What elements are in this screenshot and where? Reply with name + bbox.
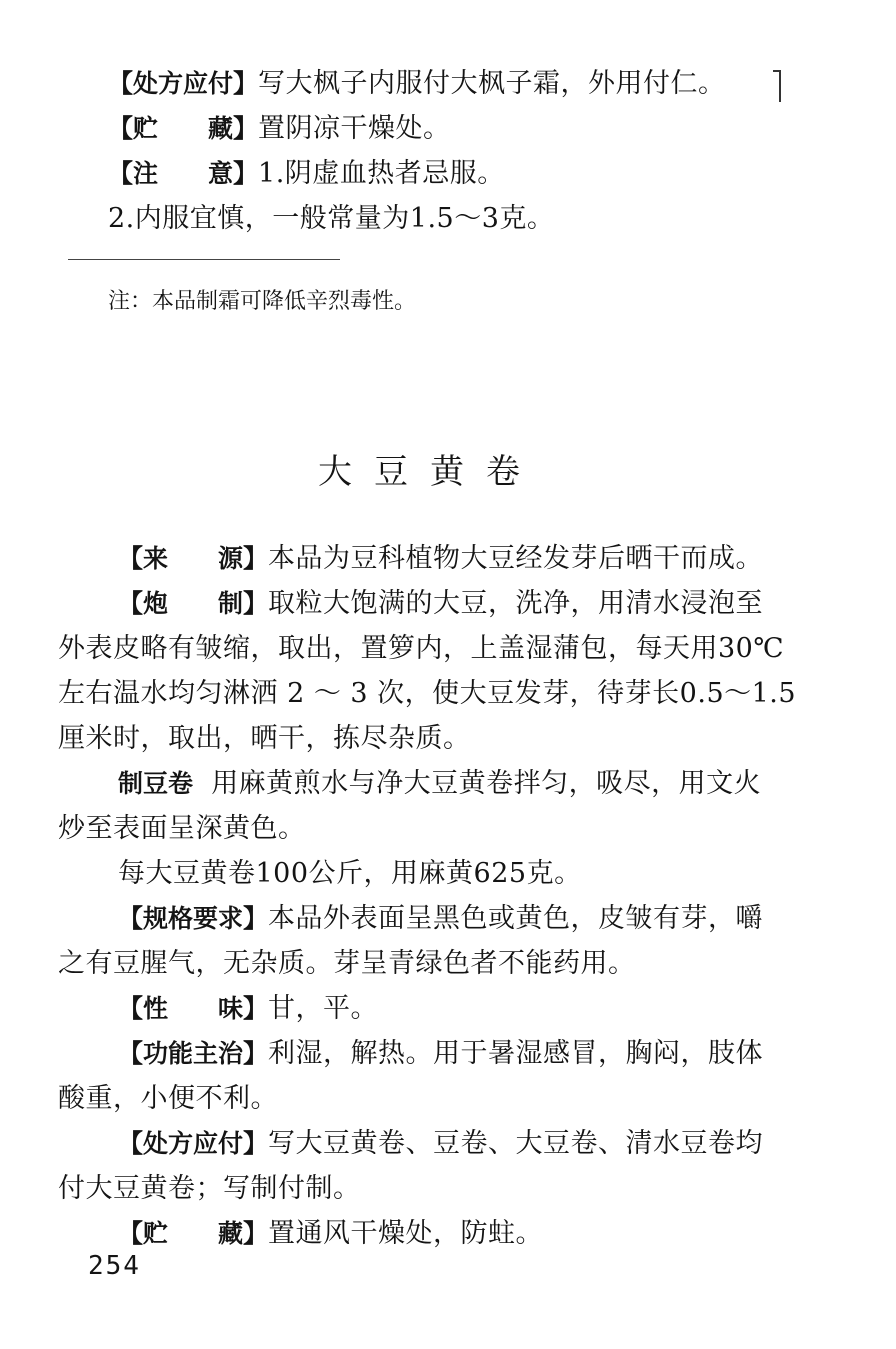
rx-line-1 [118,1126,763,1162]
section-storage-label: 【贮 藏】 [118,1219,269,1248]
storage-line [108,111,451,147]
process-text-4: 厘米时，取出，晒干，拣尽杂质。 [58,723,471,754]
prescription-text: 写大枫子内服付大枫子霜，外用付仁。 [258,68,726,99]
caution-label: 【注 意】 [108,159,259,188]
rx-text-2: 付大豆黄卷；写制付制。 [58,1173,361,1204]
prescription-label: 【处方应付】 [108,69,259,98]
process-text-2: 外表皮略有皱缩，取出，置箩内，上盖湿蒲包，每天用30℃ [58,633,785,664]
process-label: 【炮 制】 [118,589,269,618]
page-number: 254 [88,1251,141,1281]
storage-text: 置阴凉干燥处。 [258,113,451,144]
function-label: 【功能主治】 [118,1039,269,1068]
rx-text-1: 写大豆黄卷、豆卷、大豆卷、清水豆卷均 [268,1128,764,1159]
rx-line-2 [58,1171,361,1207]
ratio-text: 每大豆黄卷100公斤，用麻黄625克。 [118,858,582,889]
function-text-1: 利湿，解热。用于暑湿感冒，胸闷，肢体 [268,1038,764,1069]
taste-label: 【性 味】 [118,994,269,1023]
caution-text-2: 2.内服宜慎，一般常量为1.5～3克。 [108,203,555,234]
function-text-2: 酸重，小便不利。 [58,1083,278,1114]
footnote: 注：本品制霜可降低辛烈毒性。 [108,289,417,314]
spec-line-2 [58,946,636,982]
taste-text: 甘，平。 [268,993,379,1024]
function-line-2 [58,1081,278,1117]
source-text: 本品为豆科植物大豆经发芽后晒干而成。 [268,543,764,574]
taste-line [118,991,378,1027]
source-line [118,541,763,577]
zhi-line-2 [58,811,306,847]
function-line-1 [118,1036,763,1072]
process-line-1 [118,586,763,622]
zhi-text-1: 用麻黄煎水与净大豆黄卷拌匀，吸尽，用文火 [211,768,762,799]
spec-label: 【规格要求】 [118,904,269,933]
edge-bracket-mark [773,70,781,102]
process-line-4 [58,721,471,757]
spec-text-1: 本品外表面呈黑色或黄色，皮皱有芽，嚼 [268,903,764,934]
zhi-text-2: 炒至表面呈深黄色。 [58,813,306,844]
spec-text-2: 之有豆腥气，无杂质。芽呈青绿色者不能药用。 [58,948,636,979]
section-storage-text: 置通风干燥处，防蛀。 [268,1218,544,1249]
source-label: 【来 源】 [118,544,269,573]
process-line-2 [58,631,784,667]
zhi-label: 制豆卷 [118,769,194,798]
section-storage-line [118,1216,543,1252]
ratio-line [118,856,582,892]
zhi-line-1 [118,766,761,802]
footnote-divider [68,259,340,260]
prescription-line [108,66,726,102]
spec-line-1 [118,901,763,937]
storage-label: 【贮 藏】 [108,114,259,143]
caution-line [108,156,505,192]
process-text-1: 取粒大饱满的大豆，洗净，用清水浸泡至 [268,588,764,619]
rx-label: 【处方应付】 [118,1129,269,1158]
section-title: 大豆黄卷 [318,452,542,492]
process-text-3: 左右温水均匀淋洒 2 ～ 3 次，使大豆发芽，待芽长0.5～1.5 [58,678,797,709]
process-line-3 [58,676,796,712]
caution-line-2 [108,201,554,237]
caution-text: 1.阴虚血热者忌服。 [258,158,505,189]
